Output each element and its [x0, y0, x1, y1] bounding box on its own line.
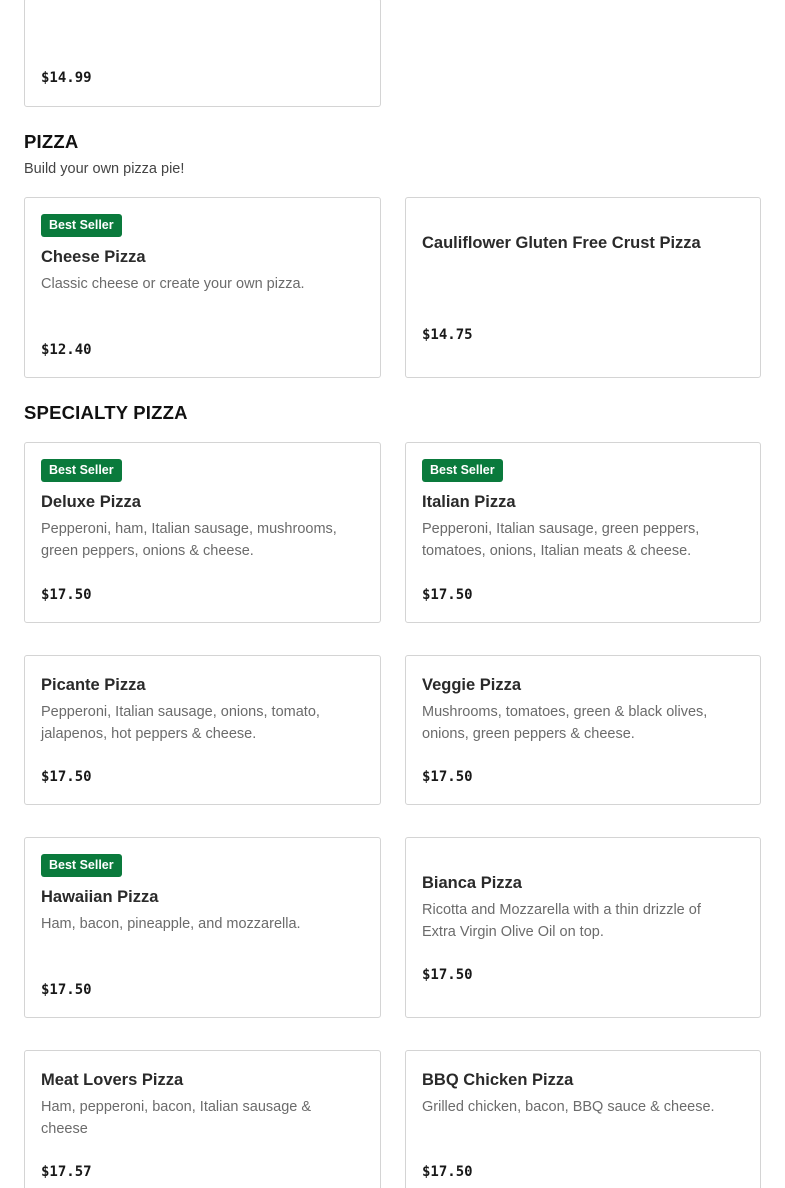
item-name: Cauliflower Gluten Free Crust Pizza [422, 234, 701, 252]
item-price: $14.99 [41, 70, 92, 86]
item-price: $17.50 [422, 967, 473, 983]
item-name: Picante Pizza [41, 676, 146, 694]
menu-item-card-deluxe-pizza[interactable] [24, 442, 381, 623]
item-price: $12.40 [41, 342, 92, 358]
menu-item-card-bianca-pizza[interactable] [405, 837, 761, 1018]
item-name: Hawaiian Pizza [41, 888, 159, 906]
best-seller-badge: Best Seller [41, 459, 122, 482]
item-description: Ham, bacon, pineapple, and mozzarella. [41, 916, 301, 932]
item-description: Pepperoni, ham, Italian sausage, mushrooms, green peppers, onions & cheese. [41, 521, 337, 559]
item-name: Cheese Pizza [41, 248, 146, 266]
item-name: Italian Pizza [422, 493, 516, 511]
best-seller-badge: Best Seller [422, 459, 503, 482]
item-price: $17.57 [41, 1164, 92, 1180]
menu-item-card[interactable] [24, 0, 381, 107]
best-seller-badge: Best Seller [41, 854, 122, 877]
item-description: Ham, pepperoni, bacon, Italian sausage & cheese [41, 1099, 312, 1137]
menu-item-card-bbq-chicken-pizza[interactable] [405, 1050, 761, 1188]
menu-item-card-italian-pizza[interactable] [405, 442, 761, 623]
menu-item-card-veggie-pizza[interactable] [405, 655, 761, 805]
menu-item-card-hawaiian-pizza[interactable] [24, 837, 381, 1018]
section-title-specialty-pizza: SPECIALTY PIZZA [24, 402, 188, 423]
item-price: $17.50 [41, 982, 92, 998]
item-name: Bianca Pizza [422, 874, 522, 892]
item-description: Classic cheese or create your own pizza. [41, 276, 305, 292]
item-price: $17.50 [422, 587, 473, 603]
item-description: Mushrooms, tomatoes, green & black olives, onions, green peppers & cheese. [422, 704, 708, 742]
item-name: BBQ Chicken Pizza [422, 1071, 574, 1089]
menu-item-card-meat-lovers-pizza[interactable] [24, 1050, 381, 1188]
menu-item-card-picante-pizza[interactable] [24, 655, 381, 805]
best-seller-badge: Best Seller [41, 214, 122, 237]
item-price: $17.50 [41, 769, 92, 785]
item-price: $17.50 [422, 1164, 473, 1180]
item-name: Meat Lovers Pizza [41, 1071, 184, 1089]
item-price: $14.75 [422, 327, 473, 343]
item-name: Veggie Pizza [422, 676, 522, 694]
section-title-pizza: PIZZA [24, 131, 79, 152]
section-subtitle-pizza: Build your own pizza pie! [24, 161, 185, 177]
item-name: Deluxe Pizza [41, 493, 141, 511]
item-description: Pepperoni, Italian sausage, onions, tomato, jalapenos, hot peppers & cheese. [41, 704, 320, 742]
menu-item-card-cheese-pizza[interactable] [24, 197, 381, 378]
item-description: Grilled chicken, bacon, BBQ sauce & cheese. [422, 1099, 715, 1115]
item-price: $17.50 [422, 769, 473, 785]
item-price: $17.50 [41, 587, 92, 603]
menu-item-card-cauliflower-pizza[interactable] [405, 197, 761, 378]
item-description: Ricotta and Mozzarella with a thin drizzle of Extra Virgin Olive Oil on top. [422, 902, 701, 940]
item-description: Pepperoni, Italian sausage, green peppers, tomatoes, onions, Italian meats & cheese. [422, 521, 700, 559]
